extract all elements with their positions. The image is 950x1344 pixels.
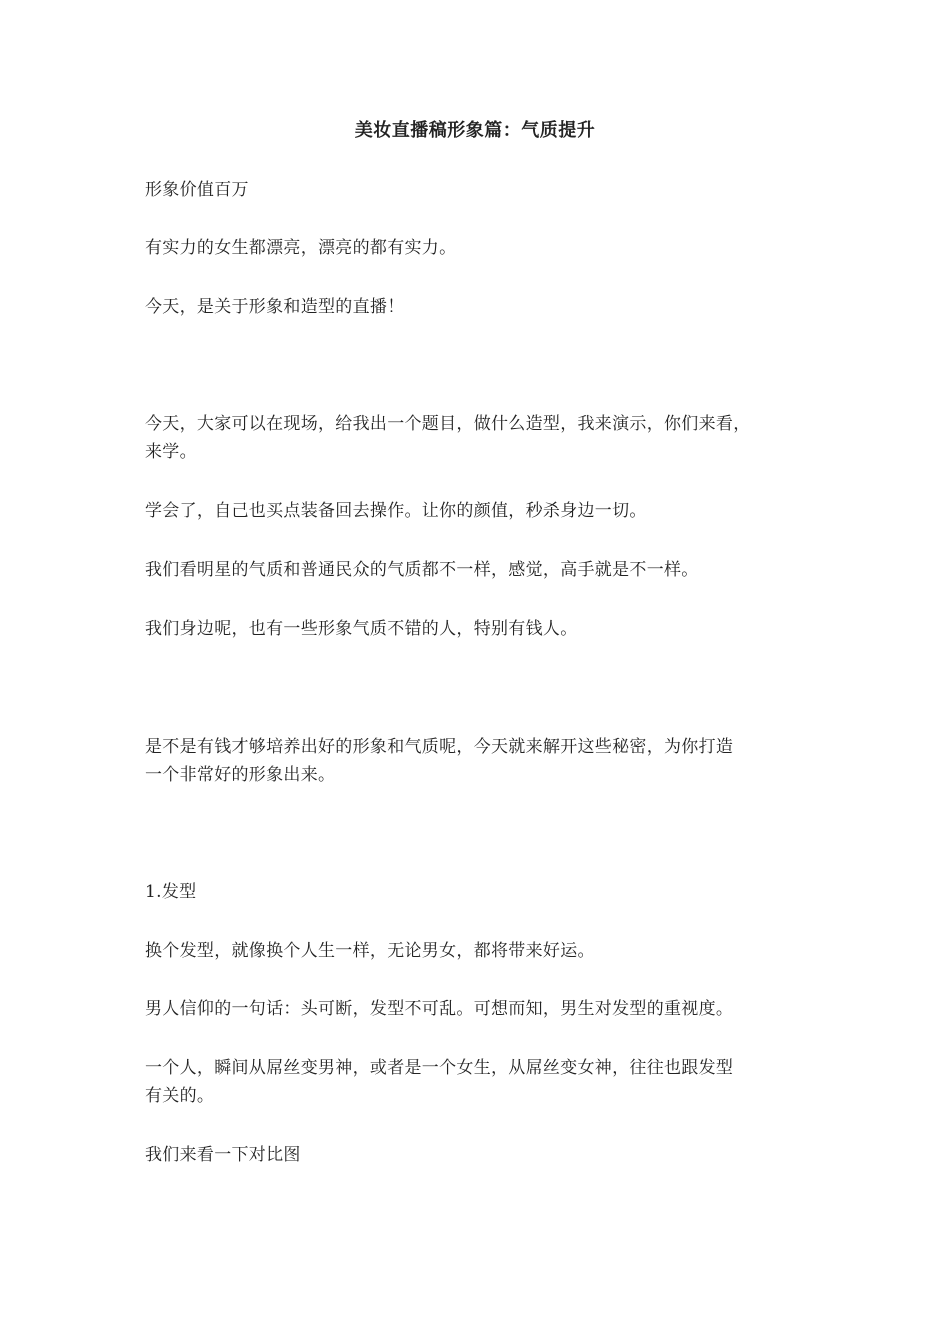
- paragraph-line: 学会了，自己也买点装备回去操作。让你的颜值，秒杀身边一切。: [145, 501, 647, 521]
- paragraph-line: 一个非常好的形象出来。: [145, 765, 336, 785]
- paragraph-line: 来学。: [145, 442, 197, 462]
- paragraph-line: 换个发型，就像换个人生一样，无论男女，都将带来好运。: [145, 941, 595, 961]
- paragraph-line: 1.发型: [145, 882, 197, 902]
- paragraph-line: 有实力的女生都漂亮，漂亮的都有实力。: [145, 238, 457, 258]
- paragraph-men-saying: [145, 995, 810, 1023]
- paragraph-today-topic: [145, 293, 810, 321]
- paragraph-strength-beauty: [145, 234, 810, 262]
- paragraph-line: 我们看明星的气质和普通民众的气质都不一样，感觉，高手就是不一样。: [145, 560, 699, 580]
- paragraph-transformation: [145, 1054, 810, 1110]
- paragraph-line: 形象价值百万: [145, 180, 249, 200]
- paragraph-celebrity-temperament: [145, 556, 810, 584]
- paragraph-line: 男人信仰的一句话：头可断，发型不可乱。可想而知，男生对发型的重视度。: [145, 999, 734, 1019]
- paragraph-line: 我们来看一下对比图: [145, 1145, 301, 1165]
- paragraph-image-value: [145, 176, 810, 204]
- paragraph-comparison: [145, 1141, 810, 1169]
- paragraph-learn-apply: [145, 497, 810, 525]
- paragraph-secrets: [145, 733, 810, 789]
- paragraph-line: 是不是有钱才够培养出好的形象和气质呢，今天就来解开这些秘密，为你打造: [145, 737, 734, 757]
- paragraph-people-around: [145, 615, 810, 643]
- paragraph-live-demo: [145, 410, 810, 466]
- section-heading-hairstyle: [145, 878, 810, 906]
- paragraph-line: 有关的。: [145, 1086, 215, 1106]
- paragraph-line: 今天，大家可以在现场，给我出一个题目，做什么造型，我来演示，你们来看，: [145, 414, 751, 434]
- paragraph-line: 一个人，瞬间从屌丝变男神，或者是一个女生，从屌丝变女神，往往也跟发型: [145, 1058, 734, 1078]
- document-title: 美妆直播稿形象篇：气质提升: [354, 120, 596, 141]
- paragraph-line: 今天，是关于形象和造型的直播！: [145, 297, 405, 317]
- paragraph-line: 我们身边呢，也有一些形象气质不错的人，特别有钱人。: [145, 619, 578, 639]
- paragraph-new-hairstyle: [145, 937, 810, 965]
